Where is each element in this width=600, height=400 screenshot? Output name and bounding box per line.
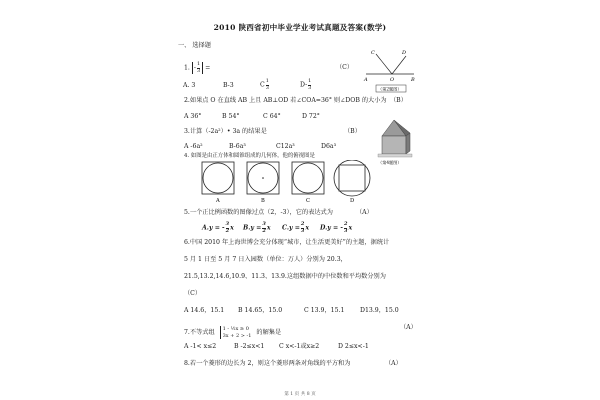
q8-answer: （A） — [385, 360, 402, 367]
q7-stem-post: 的解集是 — [256, 329, 282, 336]
angle-figure — [362, 44, 418, 94]
q5-option-c: C.y = $\frac{2}{3}$ x — [282, 221, 310, 234]
q3-answer: （B） — [344, 128, 361, 135]
q4-choice-b — [247, 162, 279, 194]
q7-option-c: C x<-1或x≥2 — [279, 343, 320, 350]
q6-option-d: D13.9，15.0 — [360, 307, 399, 314]
q4-choice-d — [334, 160, 370, 196]
q4-label-b: B — [261, 198, 265, 204]
q7-option-b: B -2≤x<1 — [234, 343, 265, 350]
q7-option-a: A -1< x≤2 — [184, 343, 217, 350]
label-b: B — [411, 77, 415, 83]
q1-answer: （C） — [336, 64, 354, 71]
q7-inequality-system: 1 - ½x ≥ 0 3x + 2 > -1 — [220, 326, 252, 339]
q3-option-a: A -6a² — [184, 143, 203, 150]
q4-choice-a — [202, 162, 234, 194]
question-3: 3.计算（-2a²）• 3a 的结果是 — [184, 128, 267, 135]
q6-option-b: B 14.65，15.0 — [238, 307, 283, 314]
q1-equals: = — [205, 64, 211, 72]
section-heading: 一、 选择题 — [178, 42, 211, 49]
q4-label-d: D — [350, 198, 355, 204]
q1-number: 1. — [184, 64, 190, 72]
question-6-line-3: 21.5,13.2,14.6,10.9、11.3、13.9.这组数据中的中位数和平均数分别为 — [184, 273, 386, 280]
question-2: 2.如果点 O 在直线 AB 上且 AB⊥OD 若∠COA=36° 则∠DOB 的大小为 — [184, 97, 387, 104]
q5-option-a: A.y = - $\frac{3}{2}$ x — [202, 221, 234, 234]
q6-option-a: A 14.6，15.1 — [184, 307, 225, 314]
question-5: 5.一个正比例函数的图像过点（2，-3），它的表达式为 — [184, 209, 333, 216]
q1-abs-value: - $\frac{1}{3}$ — [192, 62, 203, 74]
q7-answer: （A） — [400, 324, 417, 331]
q4-label-a: A — [216, 198, 220, 204]
question-8: 8.若一个菱形的边长为 2，则这个菱形两条对角线的平方和为 — [184, 360, 351, 367]
q2-answer: （B） — [390, 97, 407, 104]
document-title: 2010 陕西省初中毕业学业考试真题及答案(数学) — [213, 23, 387, 32]
q7-stem-pre: 7.不等式组 — [184, 329, 215, 336]
q1-option-b: B-3 — [223, 82, 234, 89]
q5-answer: （A） — [356, 209, 373, 216]
q1-option-c: C $\frac{1}{3}$ — [260, 78, 269, 91]
q4-label-c: C — [306, 198, 310, 204]
fig2-caption: （第4题图） — [378, 160, 402, 165]
solid-figure — [374, 118, 414, 166]
question-1 — [184, 62, 210, 74]
q1-option-d: D- $\frac{1}{3}$ — [300, 78, 312, 91]
label-d: D — [402, 50, 407, 56]
question-6-line-1: 6.中国 2010 年上海世博会充分体现“城市，让生活更美好”的主题，据统计 — [184, 239, 390, 246]
label-a: A — [364, 77, 368, 83]
q3-option-b: B-6a³ — [229, 143, 246, 150]
question-4: 4. 如图是由正方体和圆锥组成的几何体，他的俯视图是 — [184, 153, 315, 159]
q2-option-b: B 54° — [222, 113, 240, 120]
q2-option-a: A 36° — [184, 113, 202, 120]
q3-option-d: D6a³ — [321, 143, 337, 150]
q2-option-d: D 72° — [302, 113, 320, 120]
q6-answer: （C） — [184, 290, 202, 297]
q7-option-d: D 2≤x<-1 — [338, 343, 369, 350]
q5-option-d: D.y = - $\frac{2}{3}$ x — [320, 221, 353, 234]
label-c: C — [371, 50, 375, 56]
question-6-line-2: 5 月 1 日至 5 月 7 日入园数（单位：万人）分别为 20.3， — [184, 256, 347, 263]
page-footer: 第 1 页 共 8 页 — [284, 392, 316, 397]
q4-choices — [200, 160, 380, 204]
q1-option-a: A. 3 — [183, 82, 196, 89]
fig1-caption: （第2题图） — [378, 86, 402, 92]
label-o: O — [390, 77, 395, 83]
q4-choice-c — [292, 162, 324, 194]
q5-option-b: B.y = $\frac{3}{2}$ x — [243, 221, 271, 234]
q2-option-c: C 64° — [263, 113, 281, 120]
q6-option-c: C 13.9，15.1 — [304, 307, 345, 314]
question-7 — [184, 326, 281, 339]
q3-option-c: C12a³ — [276, 143, 295, 150]
